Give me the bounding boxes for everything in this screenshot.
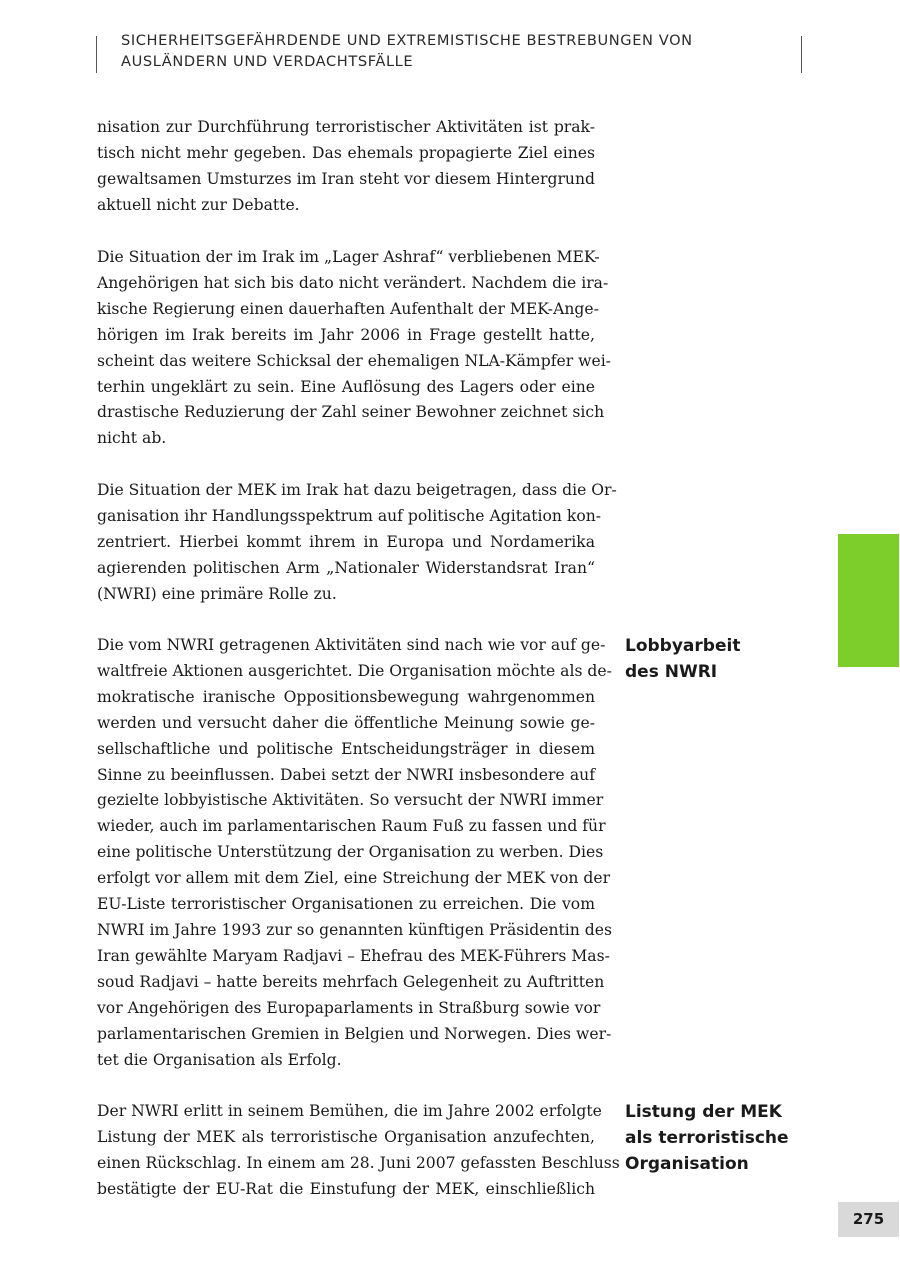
margin-note-line: Lobbyarbeit (625, 636, 741, 656)
running-header-line: AUSLÄNDERN UND VERDACHTSFÄLLE (121, 52, 414, 70)
text-line: Iran gewählte Maryam Radjavi – Ehefrau des MEK-Führers Mas- (97, 946, 610, 965)
text-line: (NWRI) eine primäre Rolle zu. (97, 584, 337, 603)
text-line: scheint das weitere Schicksal der ehemaligen NLA-Kämpfer wei- (97, 351, 611, 370)
text-line: einen Rückschlag. In einem am 28. Juni 2007 gefassten Beschluss (97, 1153, 620, 1172)
section-tab-marker (838, 534, 899, 667)
text-line: kische Regierung einen dauerhaften Aufenthalt der MEK-Ange- (97, 299, 599, 318)
text-line: eine politische Unterstützung der Organisation zu werben. Dies (97, 843, 604, 862)
text-line: wieder, auch im parlamentarischen Raum Fuß zu fassen und für (97, 817, 606, 836)
header-rule-right (801, 36, 802, 73)
paragraph-3 (97, 478, 617, 608)
margin-note-lobbyarbeit (625, 633, 825, 685)
text-line: tet die Organisation als Erfolg. (97, 1050, 342, 1069)
margin-note-line: des NWRI (625, 662, 718, 682)
text-line: waltfreie Aktionen ausgerichtet. Die Organisation möchte als de- (97, 661, 612, 680)
text-line: nicht ab. (97, 429, 167, 448)
text-line: Listung der MEK als terroristische Organisation anzufechten, (97, 1127, 595, 1146)
text-line: gewaltsamen Umsturzes im Iran steht vor diesem Hintergrund (97, 169, 595, 188)
text-line: Angehörigen hat sich bis dato nicht verändert. Nachdem die ira- (97, 273, 609, 292)
paragraph-5 (97, 1099, 620, 1203)
page-number: 275 (838, 1202, 899, 1237)
text-line: tisch nicht mehr gegeben. Das ehemals propagierte Ziel eines (97, 143, 595, 162)
text-line: bestätigte der EU-Rat die Einstufung der MEK, einschließlich (97, 1179, 595, 1198)
paragraph-4 (97, 633, 613, 1073)
running-header (121, 31, 791, 72)
margin-note-line: Organisation (625, 1154, 749, 1174)
paragraph-2 (97, 245, 611, 452)
text-line: agierenden politischen Arm „Nationaler Widerstandsrat Iran“ (97, 558, 595, 577)
text-line: hörigen im Irak bereits im Jahr 2006 in Frage gestellt hatte, (97, 325, 595, 344)
margin-note-line: als terroristische (625, 1128, 789, 1148)
text-line: Die vom NWRI getragenen Aktivitäten sind nach wie vor auf ge- (97, 636, 606, 654)
text-line: sellschaftliche und politische Entscheidungsträger in diesem (97, 739, 595, 758)
text-line: werden und versucht daher die öffentliche Meinung sowie ge- (97, 713, 595, 732)
text-line: EU-Liste terroristischer Organisationen zu erreichen. Die vom (97, 895, 595, 914)
text-line: aktuell nicht zur Debatte. (97, 195, 300, 214)
running-header-line: SICHERHEITSGEFÄHRDENDE UND EXTREMISTISCHE BESTREBUNGEN VON (121, 32, 693, 49)
text-line: Sinne zu beeinflussen. Dabei setzt der NWRI insbesondere auf (97, 765, 595, 784)
text-line: Die Situation der MEK im Irak hat dazu beigetragen, dass die Or- (97, 481, 617, 499)
text-line: terhin ungeklärt zu sein. Eine Auflösung des Lagers oder eine (97, 377, 595, 396)
text-line: soud Radjavi – hatte bereits mehrfach Gelegenheit zu Auftritten (97, 972, 605, 991)
text-line: zentriert. Hierbei kommt ihrem in Europa und Nordamerika (97, 532, 595, 551)
text-line: drastische Reduzierung der Zahl seiner Bewohner zeichnet sich (97, 403, 605, 422)
text-line: erfolgt vor allem mit dem Ziel, eine Streichung der MEK von der (97, 869, 611, 888)
text-line: gezielte lobbyistische Aktivitäten. So versucht der NWRI immer (97, 791, 604, 810)
margin-note-listung (625, 1099, 825, 1177)
text-line: vor Angehörigen des Europaparlaments in Straßburg sowie vor (97, 998, 601, 1017)
text-line: Der NWRI erlitt in seinem Bemühen, die im Jahre 2002 erfolgte (97, 1102, 602, 1120)
text-line: ganisation ihr Handlungsspektrum auf politische Agitation kon- (97, 506, 602, 525)
text-line: mokratische iranische Oppositionsbewegung wahrgenommen (97, 687, 595, 706)
text-line: nisation zur Durchführung terroristischer Aktivitäten ist prak- (97, 118, 595, 136)
header-rule-left (96, 36, 97, 73)
text-line: parlamentarischen Gremien in Belgien und Norwegen. Dies wer- (97, 1024, 612, 1043)
text-line: NWRI im Jahre 1993 zur so genannten künftigen Präsidentin des (97, 920, 613, 939)
text-line: Die Situation der im Irak im „Lager Ashraf“ verbliebenen MEK- (97, 248, 600, 266)
margin-note-line: Listung der MEK (625, 1102, 782, 1122)
paragraph-1 (97, 115, 595, 219)
